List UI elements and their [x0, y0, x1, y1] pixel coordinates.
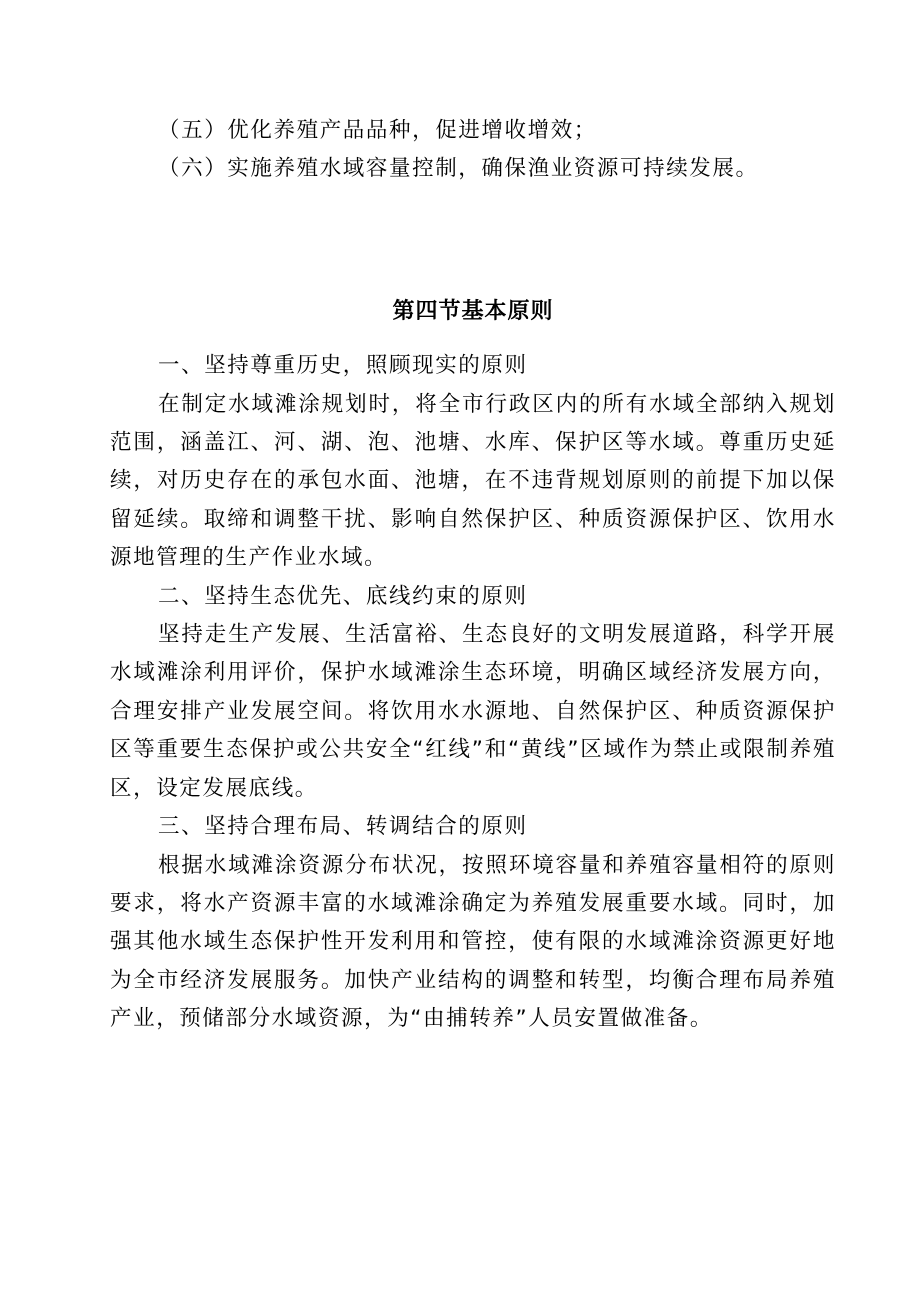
document-page	[110, 112, 836, 1039]
principle-heading-3: 三、坚持合理布局、转调结合的原则	[158, 814, 528, 840]
principle-heading-1: 一、坚持尊重历史，照顾现实的原则	[158, 353, 528, 379]
spacer	[110, 189, 836, 293]
principle-body-1: 在制定水域滩涂规划时，将全市行政区内的所有水域全部纳入规划范围，涵盖江、河、湖、泡、池塘、水库、保护区等水域。尊重历史延续，对历史存在的承包水面、池塘，在不违背规划原则的前提下加以保留延续。取缔和调整干扰、影响自然保护区、种质资源保护区、饮用水源地管理的生产作业水域。	[110, 391, 836, 571]
intro-item-6: （六）实施养殖水域容量控制，确保渔业资源可持续发展。	[158, 156, 759, 182]
spacer	[110, 331, 836, 347]
section-title: 第四节基本原则	[392, 298, 554, 324]
principle-body-2: 坚持走生产发展、生活富裕、生态良好的文明发展道路，科学开展水域滩涂利用评价，保护水域滩涂生态环境，明确区域经济发展方向，合理安排产业发展空间。将饮用水水源地、自然保护区、种质资源保护区等重要生态保护或公共安全“红线”和“黄线”区域作为禁止或限制养殖区，设定发展底线。	[110, 622, 836, 801]
intro-item-5: （五）优化养殖产品品种，促进增收增效；	[158, 118, 597, 143]
principle-heading-2: 二、坚持生态优先、底线约束的原则	[158, 583, 528, 609]
principle-body-3: 根据水域滩涂资源分布状况，按照环境容量和养殖容量相符的原则要求，将水产资源丰富的水域滩涂确定为养殖发展重要水域。同时，加强其他水域生态保护性开发利用和管控，使有限的水域滩涂资源更好地为全市经济发展服务。加快产业结构的调整和转型，均衡合理布局养殖产业，预储部分水域资源，为“由捕转养”人员安置做准备。	[110, 852, 836, 1032]
